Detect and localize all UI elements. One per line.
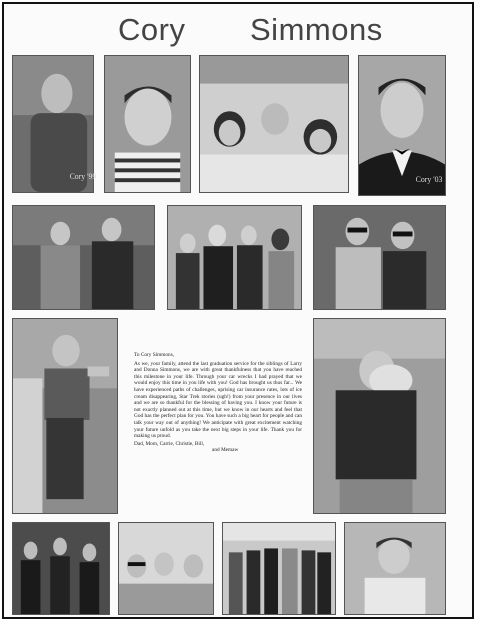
photo-boys-sunglasses	[313, 205, 446, 310]
photo-teen-reading	[344, 522, 446, 615]
photo-inscription: Cory '03	[415, 175, 443, 185]
page-header	[0, 12, 480, 52]
parent-letter	[134, 352, 302, 454]
photo-teen-with-dog	[313, 318, 446, 514]
letter-signature: Dad, Mom, Carrie, Christie, Bill,	[134, 440, 205, 447]
photo-three-siblings	[199, 55, 349, 193]
photo-boys-tuxedos	[12, 522, 110, 615]
photo-family-formal	[222, 522, 336, 615]
letter-greeting: To Cory Simmons,	[134, 352, 175, 358]
first-name: Cory	[118, 12, 186, 47]
last-name: Simmons	[250, 12, 383, 47]
letter-body: As we, your family, attend the last graduation service for the siblings of Larry and Donna Simmons, we are with great thankfulness that you have reached this milestone in your life. Through your car wrecks I had prayed that we would enjoy this time in you life with you! God has brought us thus far... We have experienced paths of challenges, uprising car insurance rates, lots of ice cream disappearing, Star Trek stories (ugh!) from your presence in our lives and we are so thankful for the blessing of having you. I know your future is not exactly planned out at this time, but we know in our hearts and feel that God has the perfect plan for you. You have such a big heart for people and can talk your way out of anything! We anticipate with great excitement watching your future unfold as you take the next big steps in your life. Thank you for making us proud.	[134, 360, 302, 440]
photo-friends-sunglasses	[118, 522, 214, 615]
photo-two-boys-suits	[12, 205, 155, 310]
photo-child-striped-shirt	[104, 55, 191, 193]
photo-family-group	[167, 205, 302, 310]
photo-child-flexing	[12, 318, 118, 514]
photo-inscription: Cory '99	[69, 172, 97, 182]
letter-signature-continued: and Memaw	[212, 447, 239, 454]
photo-senior-portrait	[358, 55, 446, 196]
photo-teen-outdoor	[12, 55, 97, 193]
